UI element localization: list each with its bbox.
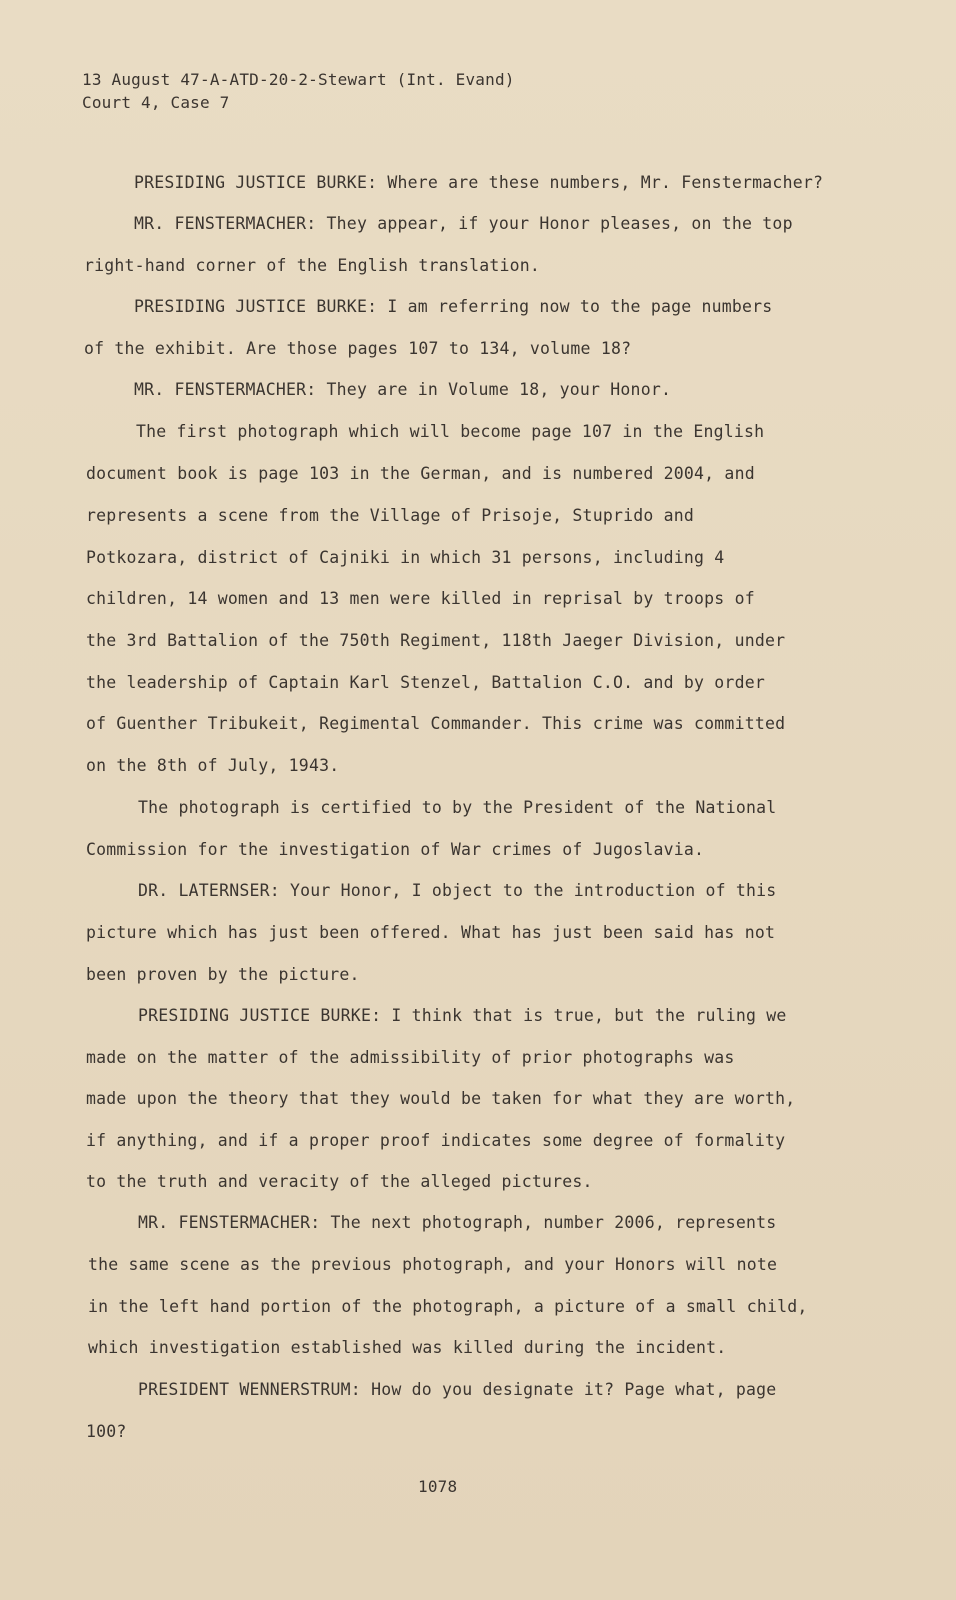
transcript-line: PRESIDING JUSTICE BURKE: I am referring now to the page numbers (134, 297, 773, 316)
header-line-2: Court 4, Case 7 (82, 93, 230, 112)
transcript-line: the leadership of Captain Karl Stenzel, Battalion C.O. and by order (86, 673, 765, 692)
page-number: 1078 (418, 1477, 458, 1496)
transcript-line: The first photograph which will become page 107 in the English (136, 422, 765, 441)
transcript-line: document book is page 103 in the German, and is numbered 2004, and (86, 464, 755, 483)
transcript-line: PRESIDENT WENNERSTRUM: How do you designate it? Page what, page (138, 1380, 777, 1399)
transcript-line: MR. FENSTERMACHER: They appear, if your Honor pleases, on the top (134, 214, 793, 233)
transcript-line: Commission for the investigation of War crimes of Jugoslavia. (86, 840, 705, 859)
transcript-line: picture which has just been offered. What has just been said has not (86, 923, 776, 942)
header-line-1: 13 August 47-A-ATD-20-2-Stewart (Int. Evand) (82, 70, 515, 89)
transcript-line: children, 14 women and 13 men were killed in reprisal by troops of (86, 589, 755, 608)
transcript-line: 100? (86, 1422, 127, 1441)
transcript-line: on the 8th of July, 1943. (86, 756, 340, 775)
transcript-line: of Guenther Tribukeit, Regimental Commander. This crime was committed (86, 714, 786, 733)
transcript-line: which investigation established was killed during the incident. (88, 1338, 727, 1357)
transcript-line: the 3rd Battalion of the 750th Regiment, 118th Jaeger Division, under (86, 631, 786, 650)
transcript-line: PRESIDING JUSTICE BURKE: I think that is true, but the ruling we (138, 1006, 787, 1025)
transcript-line: to the truth and veracity of the alleged pictures. (86, 1172, 593, 1191)
transcript-line: made on the matter of the admissibility of prior photographs was (86, 1048, 735, 1067)
transcript-line: of the exhibit. Are those pages 107 to 134, volume 18? (84, 339, 632, 358)
transcript-line: made upon the theory that they would be taken for what they are worth, (86, 1089, 796, 1108)
transcript-line: MR. FENSTERMACHER: The next photograph, number 2006, represents (138, 1213, 777, 1232)
transcript-line: right-hand corner of the English translation. (84, 256, 541, 275)
transcript-line: if anything, and if a proper proof indicates some degree of formality (86, 1131, 786, 1150)
transcript-line: The photograph is certified to by the President of the National (138, 798, 777, 817)
transcript-line: represents a scene from the Village of Prisoje, Stuprido and (86, 506, 695, 525)
transcript-line: Potkozara, district of Cajniki in which 31 persons, including 4 (86, 548, 725, 567)
transcript-line: the same scene as the previous photograph, and your Honors will note (88, 1255, 778, 1274)
transcript-line: in the left hand portion of the photograph, a picture of a small child, (88, 1297, 808, 1316)
transcript-line: MR. FENSTERMACHER: They are in Volume 18, your Honor. (134, 380, 672, 399)
transcript-line: PRESIDING JUSTICE BURKE: Where are these numbers, Mr. Fenstermacher? (134, 173, 824, 192)
transcript-line: DR. LATERNSER: Your Honor, I object to the introduction of this (138, 881, 777, 900)
transcript-line: been proven by the picture. (86, 965, 360, 984)
